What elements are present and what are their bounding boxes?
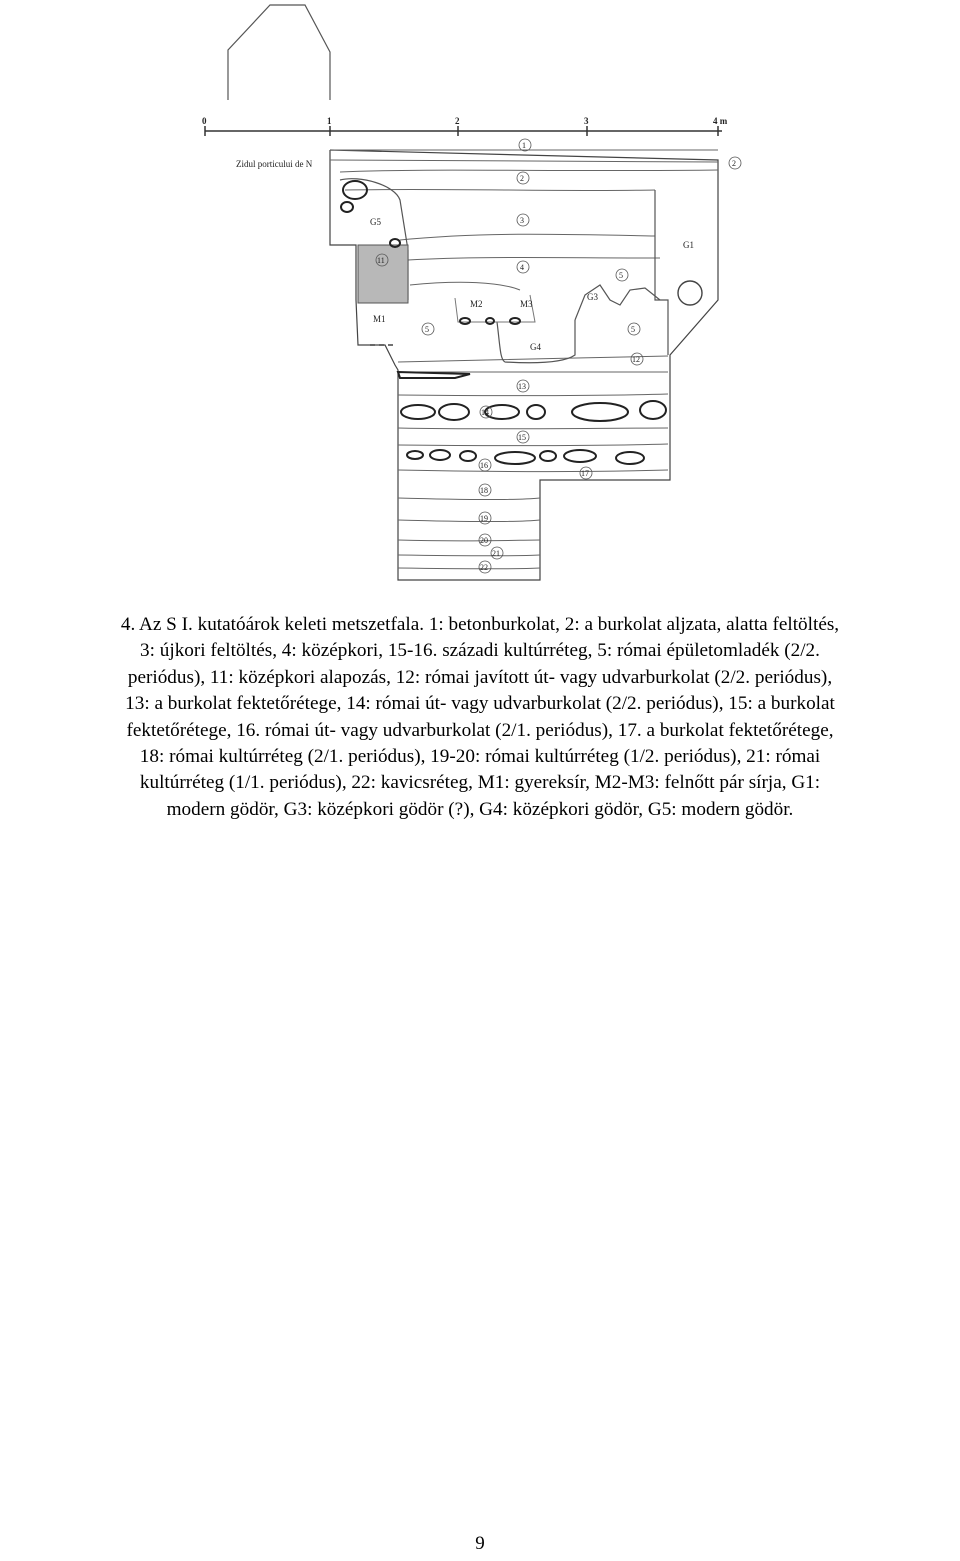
layer-num: 19 (480, 514, 488, 523)
layer-num: 2 (520, 174, 524, 183)
layer-num: 21 (492, 549, 500, 558)
feature-label-g3: G3 (587, 292, 598, 302)
layer-num: 1 (522, 141, 526, 150)
feature-label-m3: M3 (520, 299, 533, 309)
layer-num: 18 (480, 486, 488, 495)
layer-num: 5 (425, 325, 429, 334)
caption-line: periódus), 11: középkori alapozás, 12: római javított út- vagy udvarburkolat (2/2. periódus), (127, 666, 833, 688)
caption-line: 18: római kultúrréteg (2/1. periódus), 19-20: római kultúrréteg (1/2. periódus), 21: római (139, 746, 821, 768)
layer-num: 5 (619, 271, 623, 280)
scale-tick-3: 3 (584, 116, 589, 126)
layer-num: 5 (631, 325, 635, 334)
caption-line: kultúrréteg (1/1. periódus), 22: kavicsréteg, M1: gyereksír, M2-M3: felnőtt pár sírja, G1: (139, 772, 821, 794)
feature-label-g4: G4 (530, 342, 541, 352)
layer-num: 20 (480, 536, 488, 545)
g1-circle (678, 281, 702, 305)
layer-num: 12 (632, 355, 640, 364)
feature-label-g1: G1 (683, 240, 694, 250)
caption-line: modern gödör, G3: középkori gödör (?), G4: középkori gödör, G5: modern gödör. (166, 798, 794, 820)
layer-num: 17 (581, 469, 589, 478)
pit-g3 (575, 285, 660, 320)
section-drawing (0, 0, 960, 600)
layer-num: 22 (480, 563, 488, 572)
layer-num: 4 (520, 263, 524, 272)
layer-num: 2 (732, 159, 736, 168)
layer-num: 13 (518, 382, 526, 391)
layer-num: 3 (520, 216, 524, 225)
caption-line: 13: a burkolat fektetőrétege, 14: római út- vagy udvarburkolat (2/2. periódus), 15: a burkolat (125, 693, 835, 715)
building-outline (228, 5, 330, 100)
scale-tick-1: 1 (327, 116, 332, 126)
layer-num: 16 (480, 461, 488, 470)
feature-label-m1: M1 (373, 314, 386, 324)
layer-num: 14 (481, 408, 489, 417)
caption-line: fektetőrétege, 16. római út- vagy udvarburkolat (2/1. periódus), 17. a burkolat fektetőrétege, (126, 719, 834, 741)
figure-caption (8, 612, 952, 823)
pit-g1 (655, 190, 668, 355)
caption-line: 3: újkori feltöltés, 4: középkori, 15-16. századi kultúrréteg, 5: római épületomladék (2/2. (140, 640, 820, 662)
layer-markers (376, 139, 741, 573)
layer-num: 15 (518, 433, 526, 442)
caption-line: 4. Az S I. kutatóárok keleti metszetfala. 1: betonburkolat, 2: a burkolat aljzata, alatta feltöltés, (120, 614, 840, 635)
wall-label: Zidul porticului de N (236, 159, 313, 169)
scale-tick-2: 2 (455, 116, 460, 126)
feature-label-m2: M2 (470, 299, 483, 309)
page-number: 9 (475, 1533, 485, 1554)
scale-bar (205, 126, 722, 136)
section-outline (330, 150, 718, 580)
feature-label-g5: G5 (370, 217, 381, 227)
layer-num: 11 (377, 256, 385, 265)
scale-tick-0: 0 (202, 116, 207, 126)
scale-tick-4: 4 m (713, 116, 728, 126)
layer-lines (330, 150, 718, 569)
